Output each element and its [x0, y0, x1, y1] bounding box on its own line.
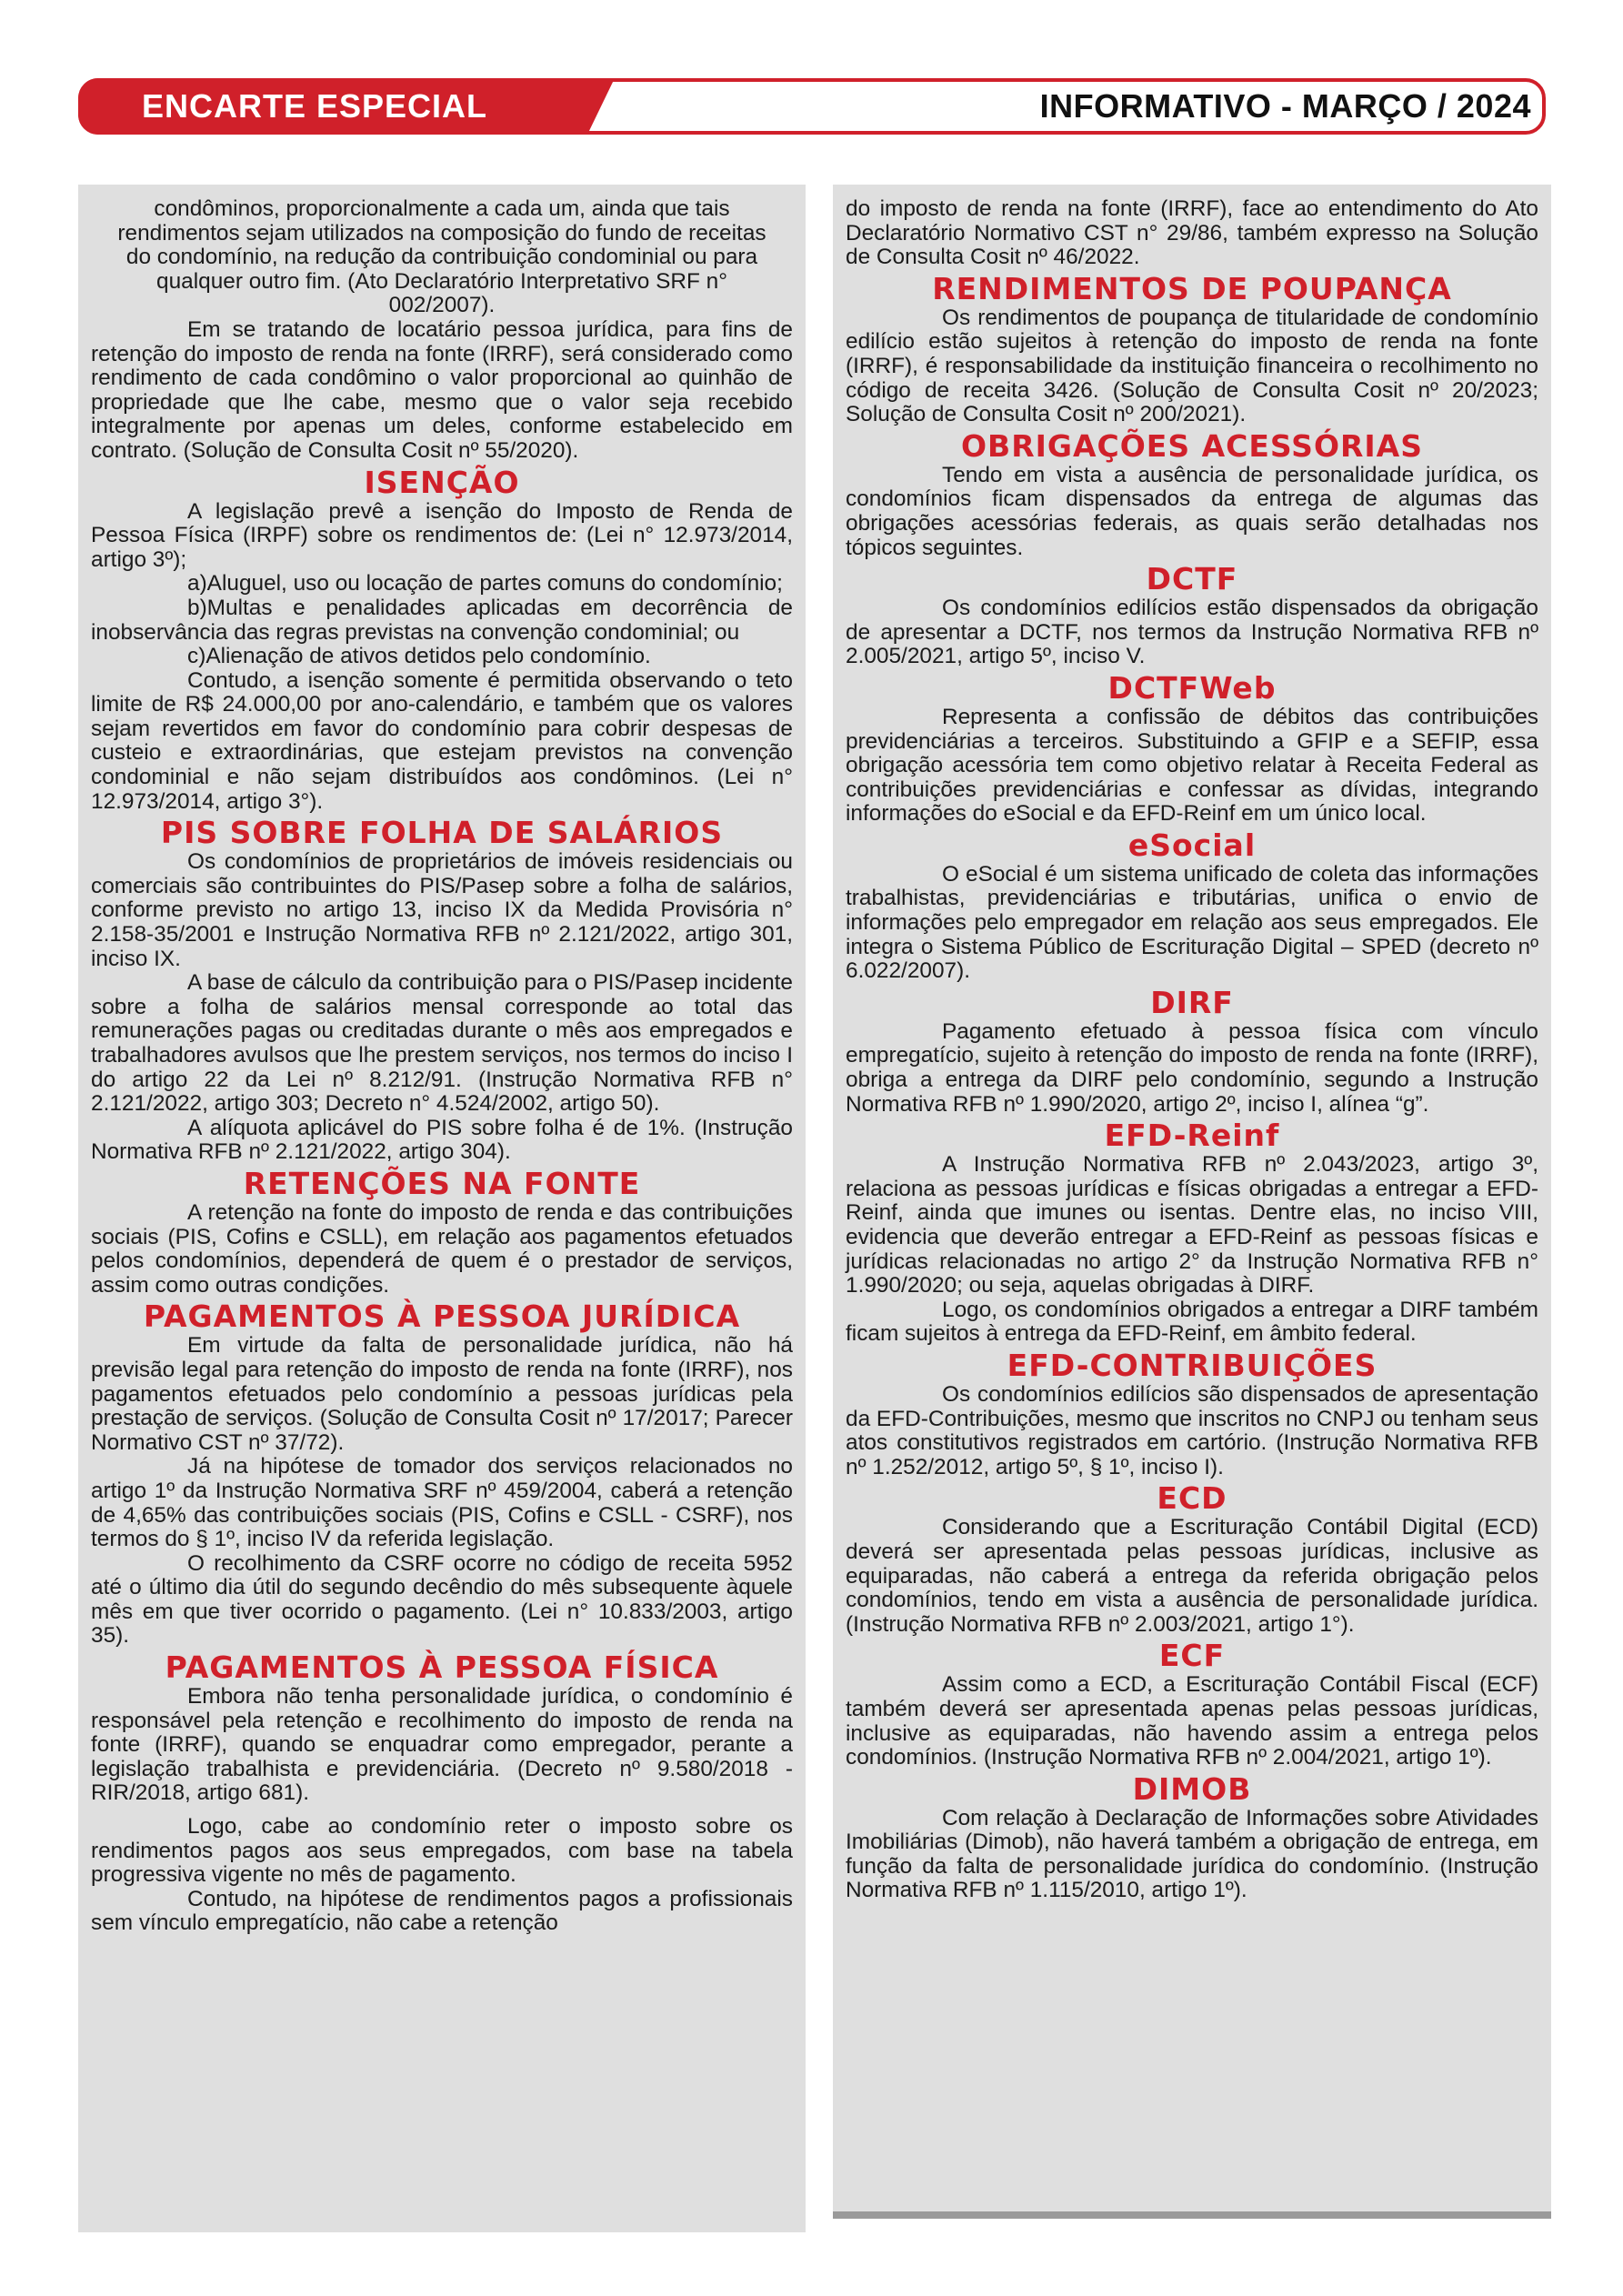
section-heading-obrigacoes: OBRIGAÇÕES ACESSÓRIAS — [961, 427, 1423, 464]
section-heading-pis: PIS SOBRE FOLHA DE SALÁRIOS — [160, 815, 724, 851]
paragraph: Assim como a ECD, a Escrituração Contábil Fiscal (ECF) também deverá ser apresentada apenas pelas pessoas jurídicas, inclusive as equiparadas, não havendo assim a entrega pelos condomínios. (Instrução Normativa RFB nº 2.004/2021, artigo 1º). — [846, 1672, 1538, 1770]
section-heading-dctfweb: DCTFWeb — [1107, 669, 1277, 706]
paragraph: Com relação à Declaração de Informações sobre Atividades Imobiliárias (Dimob), não haverá também a obrigação de entrega, em função da falta de personalidade jurídica do condomínio. (Instrução Normativa RFB nº 1.115/2010, artigo 1º). — [846, 1805, 1538, 1903]
section-heading-isencao: ISENÇÃO — [364, 464, 520, 500]
paragraph: A base de cálculo da contribuição para o PIS/Pasep incidente sobre a folha de salários mensal corresponde ao total das remunerações pagas ou creditadas durante o mês aos empregados e trabalhadores avulsos que lhe prestem serviços, nos termos do inciso I do artigo 22 da Lei nº 8.212/91. (Instrução Normativa RFB n° 2.121/2022, artigo 303; Decreto n° 4.524/2002, artigo 50). — [91, 970, 793, 1117]
paragraph: Representa a confissão de débitos das contribuições previdenciárias a terceiros. Substituindo a GFIP e a SEFIP, essa obrigação acessória tem como objetivo relatar à Receita Federal as contribuições previdenciárias e confessar as dívidas, integrando informações do eSocial e da EFD-Reinf em um único local. — [846, 704, 1538, 827]
paragraph: condôminos, proporcionalmente a cada um, ainda que tais rendimentos sejam utilizados na composição do fundo de receitas do condomínio, na redução da contribuição condominial ou para qualquer outro fim. (Ato Declaratório Interpretativo SRF n° 002/2007). — [117, 196, 766, 318]
section-heading-esocial: eSocial — [1127, 827, 1257, 863]
section-heading-efd-reinf: EFD-Reinf — [1104, 1118, 1280, 1154]
section-heading-ecd: ECD — [1157, 1480, 1227, 1517]
paragraph: Em virtude da falta de personalidade jurídica, não há previsão legal para retenção do imposto de renda na fonte (IRRF), nos pagamentos efetuados pelo condomínio a pessoas jurídicas pela prestação de serviços. (Solução de Consulta Cosit nº 17/2017; Parecer Normativo CST nº 37/72). — [91, 1333, 793, 1455]
paragraph: O eSocial é um sistema unificado de coleta das informações trabalhistas, previdenciárias e tributárias, unifica o envio de informações pelo empregador em relação aos seus empregados. Ele integra o Sistema Público de Escrituração Digital – SPED (decreto nº 6.022/2007). — [846, 861, 1538, 984]
section-heading-retencoes: RETENÇÕES NA FONTE — [243, 1165, 641, 1201]
paragraph: Logo, os condomínios obrigados a entregar a DIRF também ficam sujeitos à entrega da EFD-Reinf, em âmbito federal. — [846, 1297, 1538, 1347]
section-heading-poupanca: RENDIMENTOS DE POUPANÇA — [932, 270, 1452, 306]
paragraph: Tendo em vista a ausência de personalidade jurídica, os condomínios ficam dispensados da entrega de algumas das obrigações acessórias federais, as quais serão detalhadas nos tópicos seguintes. — [846, 462, 1538, 560]
paragraph: Os condomínios edilícios estão dispensados da obrigação de apresentar a DCTF, nos termos da Instrução Normativa RFB nº 2.005/2021, artigo 5º, inciso V. — [846, 596, 1538, 669]
paragraph: O recolhimento da CSRF ocorre no código de receita 5952 até o último dia útil do segundo decêndio do mês subsequente àquele mês em que tiver ocorrido o pagamento. (Lei n° 10.833/2003, artigo 35). — [91, 1550, 793, 1649]
paragraph: Os condomínios edilícios são dispensados de apresentação da EFD-Contribuições, mesmo que inscritos no CNPJ ou tenham seus atos constitutivos registrados em cartório. (Instrução Normativa RFB nº 1.252/2012, artigo 5º, § 1º, inciso I). — [846, 1381, 1538, 1479]
paragraph: Embora não tenha personalidade jurídica, o condomínio é responsável pela retenção e recolhimento do imposto de renda na fonte (IRRF), quando se enquadrar como empregador, perante a legislação trabalhista e previdenciária. (Decreto nº 9.580/2018 - RIR/2018, artigo 681). — [91, 1684, 793, 1806]
list-item: a)Aluguel, uso ou locação de partes comuns do condomínio; — [187, 571, 783, 597]
paragraph: Em se tratando de locatário pessoa jurídica, para fins de retenção do imposto de renda na fonte (IRRF), será considerado como rendimento de cada condômino o valor proporcional ao quinhão de propriedade que lhe cabe, mesmo que o valor seja recebido integralmente por apenas um deles, conforme estabelecido em contrato. (Solução de Consulta Cosit nº 55/2020). — [91, 316, 793, 463]
section-heading-efd-contribuicoes: EFD-CONTRIBUIÇÕES — [1007, 1347, 1378, 1383]
section-heading-pessoa-juridica: PAGAMENTOS À PESSOA JURÍDICA — [143, 1298, 741, 1335]
paragraph: Logo, cabe ao condomínio reter o imposto sobre os rendimentos pagos aos seus empregados, com base na tabela progressiva vigente no mês de pagamento. — [91, 1814, 793, 1888]
section-heading-dirf: DIRF — [1150, 984, 1234, 1020]
right-column — [833, 185, 1551, 2219]
list-item: b)Multas e penalidades aplicadas em decorrência de inobservância das regras previstas na convenção condominial; ou — [91, 595, 793, 645]
paragraph: A retenção na fonte do imposto de renda e das contribuições sociais (PIS, Cofins e CSLL), em relação aos pagamentos efetuados pelos condomínios, dependerá de quem é o prestador de serviços, assim como outras condições. — [91, 1199, 793, 1298]
left-column — [78, 185, 806, 2232]
section-heading-dctf: DCTF — [1146, 561, 1238, 597]
paragraph: Contudo, na hipótese de rendimentos pagos a profissionais sem vínculo empregatício, não cabe a retenção — [91, 1886, 793, 1936]
paragraph: Já na hipótese de tomador dos serviços relacionados no artigo 1º da Instrução Normativa SRF nº 459/2004, caberá a retenção de 4,65% das contribuições sociais (PIS, Cofins e CSLL - CSRF), nos termos do § 1º, inciso IV da referida legislação. — [91, 1454, 793, 1552]
section-heading-pessoa-fisica: PAGAMENTOS À PESSOA FÍSICA — [165, 1649, 719, 1686]
issue-title: INFORMATIVO - MARÇO / 2024 — [1039, 87, 1531, 125]
paragraph: A alíquota aplicável do PIS sobre folha é de 1%. (Instrução Normativa RFB nº 2.121/2022, artigo 304). — [91, 1115, 793, 1165]
section-heading-ecf: ECF — [1158, 1638, 1226, 1674]
paragraph: do imposto de renda na fonte (IRRF), face ao entendimento do Ato Declaratório Normativo CST n° 29/86, também expresso na Solução de Consulta Cosit nº 46/2022. — [846, 196, 1538, 270]
page-header — [78, 78, 1546, 135]
paragraph: Os rendimentos de poupança de titularidade de condomínio edilício estão sujeitos à retenção do imposto de renda na fonte (IRRF), é responsabilidade da instituição financeira o recolhimento no código de receita 3426. (Solução de Consulta Cosit nº 20/2023; Solução de Consulta Cosit nº 200/2021). — [846, 305, 1538, 427]
section-heading-dimob: DIMOB — [1132, 1770, 1252, 1807]
section-label: ENCARTE ESPECIAL — [78, 78, 587, 135]
paragraph: Os condomínios de proprietários de imóveis residenciais ou comerciais são contribuintes do PIS/Pasep sobre a folha de salários, conforme previsto no artigo 13, inciso IX da Medida Provisória n° 2.158-35/2001 e Instrução Normativa RFB nº 2.121/2022, artigo 301, inciso IX. — [91, 849, 793, 971]
paragraph: Pagamento efetuado à pessoa física com vínculo empregatício, sujeito à retenção do imposto de renda na fonte (IRRF), obriga a entrega da DIRF pelo condomínio, segundo a Instrução Normativa RFB nº 1.990/2020, artigo 2º, inciso I, alínea “g”. — [846, 1018, 1538, 1117]
paragraph: A Instrução Normativa RFB nº 2.043/2023, artigo 3º, relaciona as pessoas jurídicas e físicas obrigadas a entregar a EFD-Reinf, ainda que imunes ou isentas. Dentre elas, no inciso VIII, evidencia que deverão entregar a EFD-Reinf as pessoas físicas e jurídicas relacionadas no artigo 2° da Instrução Normativa RFB n° 1.990/2020; ou seja, aquelas obrigadas à DIRF. — [846, 1152, 1538, 1298]
list-item: c)Alienação de ativos detidos pelo condomínio. — [187, 644, 651, 669]
paragraph: Contudo, a isenção somente é permitida observando o teto limite de R$ 24.000,00 por ano-calendário, e também que os valores sejam revertidos em favor do condomínio para cobrir despesas de custeio e extraordinárias, que estejam previstos na convenção condominial e não sejam distribuídos aos condôminos. (Lei n° 12.973/2014, artigo 3°). — [91, 667, 793, 814]
paragraph: Considerando que a Escrituração Contábil Digital (ECD) deverá ser apresentada pelas pessoas jurídicas, inclusive as equiparadas, não caberá a entrega da referida obrigação pelos condomínios, tendo em vista a ausência de personalidade jurídica. (Instrução Normativa RFB nº 2.003/2021, artigo 1°). — [846, 1515, 1538, 1637]
paragraph: A legislação prevê a isenção do Imposto de Renda de Pessoa Física (IRPF) sobre os rendimentos de: (Lei n° 12.973/2014, artigo 3º); — [91, 498, 793, 572]
